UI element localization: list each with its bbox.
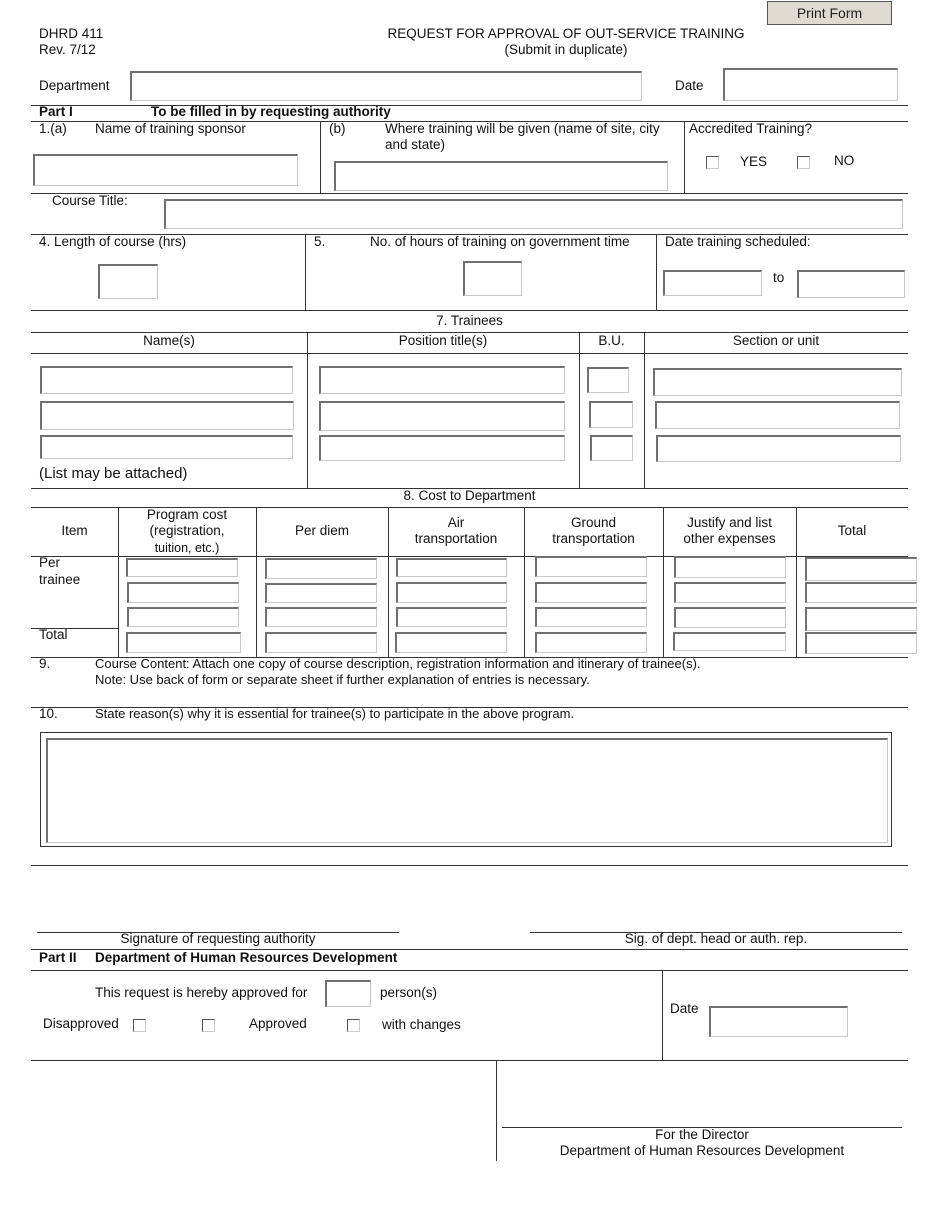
per-diem-field[interactable] [265, 583, 377, 603]
part1-label: Part I [39, 104, 73, 119]
per-diem-total-field[interactable] [265, 632, 377, 653]
divider [31, 1060, 908, 1061]
trainees-title: 7. Trainees [436, 313, 503, 328]
with-changes-label: with changes [382, 1017, 461, 1032]
divider [31, 865, 908, 866]
divider [579, 332, 580, 488]
trainee-bu-field[interactable] [590, 435, 633, 461]
requesting-signature-label: Signature of requesting authority [120, 931, 316, 946]
trainee-bu-field[interactable] [589, 401, 633, 428]
col-program-header-cont: (registration, [149, 523, 225, 538]
sponsor-label: Name of training sponsor [95, 121, 246, 136]
approved-checkbox[interactable] [202, 1019, 215, 1032]
schedule-end-field[interactable] [797, 270, 905, 298]
other-expenses-field[interactable] [674, 607, 786, 628]
item-10-number: 10. [39, 706, 58, 721]
divider [662, 970, 663, 1060]
col-total-header: Total [837, 523, 867, 538]
program-cost-field[interactable] [127, 582, 239, 603]
air-transport-field[interactable] [396, 607, 507, 627]
trainee-name-field[interactable] [40, 435, 293, 459]
col-perdiem-header: Per diem [294, 523, 350, 538]
part2-label: Part II [39, 950, 77, 965]
accredited-yes-checkbox[interactable] [706, 156, 719, 169]
air-transport-total-field[interactable] [395, 632, 507, 653]
trainee-position-field[interactable] [319, 366, 565, 394]
divider [320, 121, 321, 193]
approval-date-field[interactable] [709, 1006, 848, 1037]
col-program-header-cont: tuition, etc.) [154, 541, 220, 555]
trainee-section-field[interactable] [656, 435, 901, 462]
col-ground-header-cont: transportation [552, 531, 635, 546]
disapproved-label: Disapproved [43, 1016, 119, 1031]
divider [644, 332, 645, 488]
per-trainee-label: Per [39, 555, 61, 570]
approved-for-label: This request is hereby approved for [95, 985, 308, 1000]
training-sponsor-field[interactable] [33, 154, 298, 186]
total-field[interactable] [805, 582, 917, 603]
divider [656, 234, 657, 310]
accredited-no-checkbox[interactable] [797, 156, 810, 169]
dept-head-signature-label: Sig. of dept. head or auth. rep. [624, 931, 808, 946]
total-field[interactable] [805, 557, 917, 581]
approval-date-label: Date [670, 1001, 699, 1016]
total-row-label: Total [39, 627, 68, 642]
course-content-note: Note: Use back of form or separate sheet if further explanation of entries is necessary. [95, 672, 590, 687]
trainee-position-field[interactable] [319, 435, 565, 461]
date-scheduled-label: Date training scheduled: [665, 234, 811, 249]
trainee-position-field[interactable] [319, 401, 565, 431]
col-ground-header: Ground [570, 515, 617, 530]
col-air-header: Air [447, 515, 465, 530]
accredited-label: Accredited Training? [689, 121, 813, 136]
per-diem-field[interactable] [265, 607, 377, 627]
form-number: DHRD 411 [39, 26, 104, 41]
reason-label: State reason(s) why it is essential for trainee(s) to participate in the above program. [95, 706, 575, 721]
item-1a-number: 1.(a) [39, 121, 67, 136]
form-revision: Rev. 7/12 [39, 42, 96, 57]
divider [684, 121, 685, 193]
program-cost-field[interactable] [127, 607, 239, 627]
per-diem-field[interactable] [265, 558, 377, 579]
course-length-label: 4. Length of course (hrs) [39, 234, 187, 249]
form-subtitle: (Submit in duplicate) [504, 42, 628, 57]
approved-persons-field[interactable] [325, 980, 371, 1007]
trainee-section-field[interactable] [655, 401, 900, 429]
trainee-name-field[interactable] [40, 401, 294, 430]
divider [307, 332, 308, 488]
trainee-name-field[interactable] [40, 366, 293, 394]
other-expenses-field[interactable] [674, 556, 786, 578]
divider [31, 193, 908, 194]
training-site-field[interactable] [334, 161, 668, 191]
department-name-label: Department of Human Resources Development [559, 1143, 845, 1158]
col-section-header: Section or unit [732, 333, 820, 348]
divider [305, 234, 306, 310]
schedule-start-field[interactable] [663, 270, 762, 296]
divider [31, 628, 118, 629]
col-justify-header: Justify and list [687, 515, 772, 530]
to-label: to [773, 270, 785, 285]
course-content-instruction: Course Content: Attach one copy of course description, registration information and itinerary of trainee(s). [95, 656, 701, 671]
for-director-label: For the Director [655, 1127, 749, 1142]
col-item-header: Item [61, 523, 88, 538]
training-site-label: Where training will be given (name of site, city [385, 121, 660, 136]
print-form-button[interactable]: Print Form [767, 1, 892, 25]
government-hours-field[interactable] [463, 261, 522, 296]
air-transport-field[interactable] [396, 558, 507, 577]
other-expenses-field[interactable] [674, 582, 786, 603]
ground-transport-field[interactable] [535, 582, 647, 603]
grand-total-field[interactable] [805, 632, 917, 654]
approved-with-changes-checkbox[interactable] [347, 1019, 360, 1032]
training-site-label-cont: and state) [385, 137, 446, 152]
part1-heading: To be filled in by requesting authority [151, 104, 391, 119]
approved-label: Approved [249, 1016, 307, 1031]
program-cost-field[interactable] [126, 558, 238, 577]
reason-frame [40, 732, 892, 847]
date-label: Date [675, 78, 704, 93]
part2-heading: Department of Human Resources Development [95, 950, 398, 965]
col-bu-header: B.U. [598, 333, 625, 348]
yes-label: YES [740, 154, 768, 169]
divider [31, 970, 908, 971]
other-expenses-total-field[interactable] [673, 632, 786, 651]
persons-label: person(s) [380, 985, 438, 1000]
course-title-label: Course Title: [52, 193, 128, 208]
ground-transport-field[interactable] [535, 607, 647, 627]
item-9-number: 9. [39, 656, 51, 671]
department-field[interactable] [130, 71, 642, 101]
item-1b-number: (b) [329, 121, 346, 136]
course-length-field[interactable] [98, 264, 158, 299]
cost-title: 8. Cost to Department [403, 488, 536, 503]
divider [31, 353, 908, 354]
trainee-bu-field[interactable] [587, 367, 629, 393]
divider [496, 1060, 497, 1161]
ground-transport-field[interactable] [535, 556, 647, 577]
ground-transport-total-field[interactable] [535, 632, 647, 653]
reason-textarea[interactable] [46, 738, 888, 843]
col-air-header-cont: transportation [414, 531, 498, 546]
col-program-header: Program cost [146, 507, 228, 522]
list-attach-note: (List may be attached) [39, 465, 188, 482]
col-names-header: Name(s) [143, 333, 195, 348]
government-hours-label: No. of hours of training on government time [370, 234, 630, 249]
program-cost-total-field[interactable] [126, 632, 241, 653]
air-transport-field[interactable] [396, 582, 507, 603]
item-5-number: 5. [314, 234, 326, 249]
form-title: REQUEST FOR APPROVAL OF OUT-SERVICE TRAINING [387, 26, 745, 41]
no-label: NO [834, 153, 855, 168]
disapproved-checkbox[interactable] [133, 1019, 146, 1032]
course-title-field[interactable] [164, 199, 903, 229]
per-trainee-label-cont: trainee [39, 572, 81, 587]
col-position-header: Position title(s) [398, 333, 488, 348]
divider [31, 310, 908, 311]
date-field[interactable] [723, 68, 898, 101]
col-justify-header-cont: other expenses [683, 531, 776, 546]
trainee-section-field[interactable] [653, 368, 902, 396]
total-field[interactable] [805, 607, 917, 631]
department-label: Department [39, 78, 110, 93]
